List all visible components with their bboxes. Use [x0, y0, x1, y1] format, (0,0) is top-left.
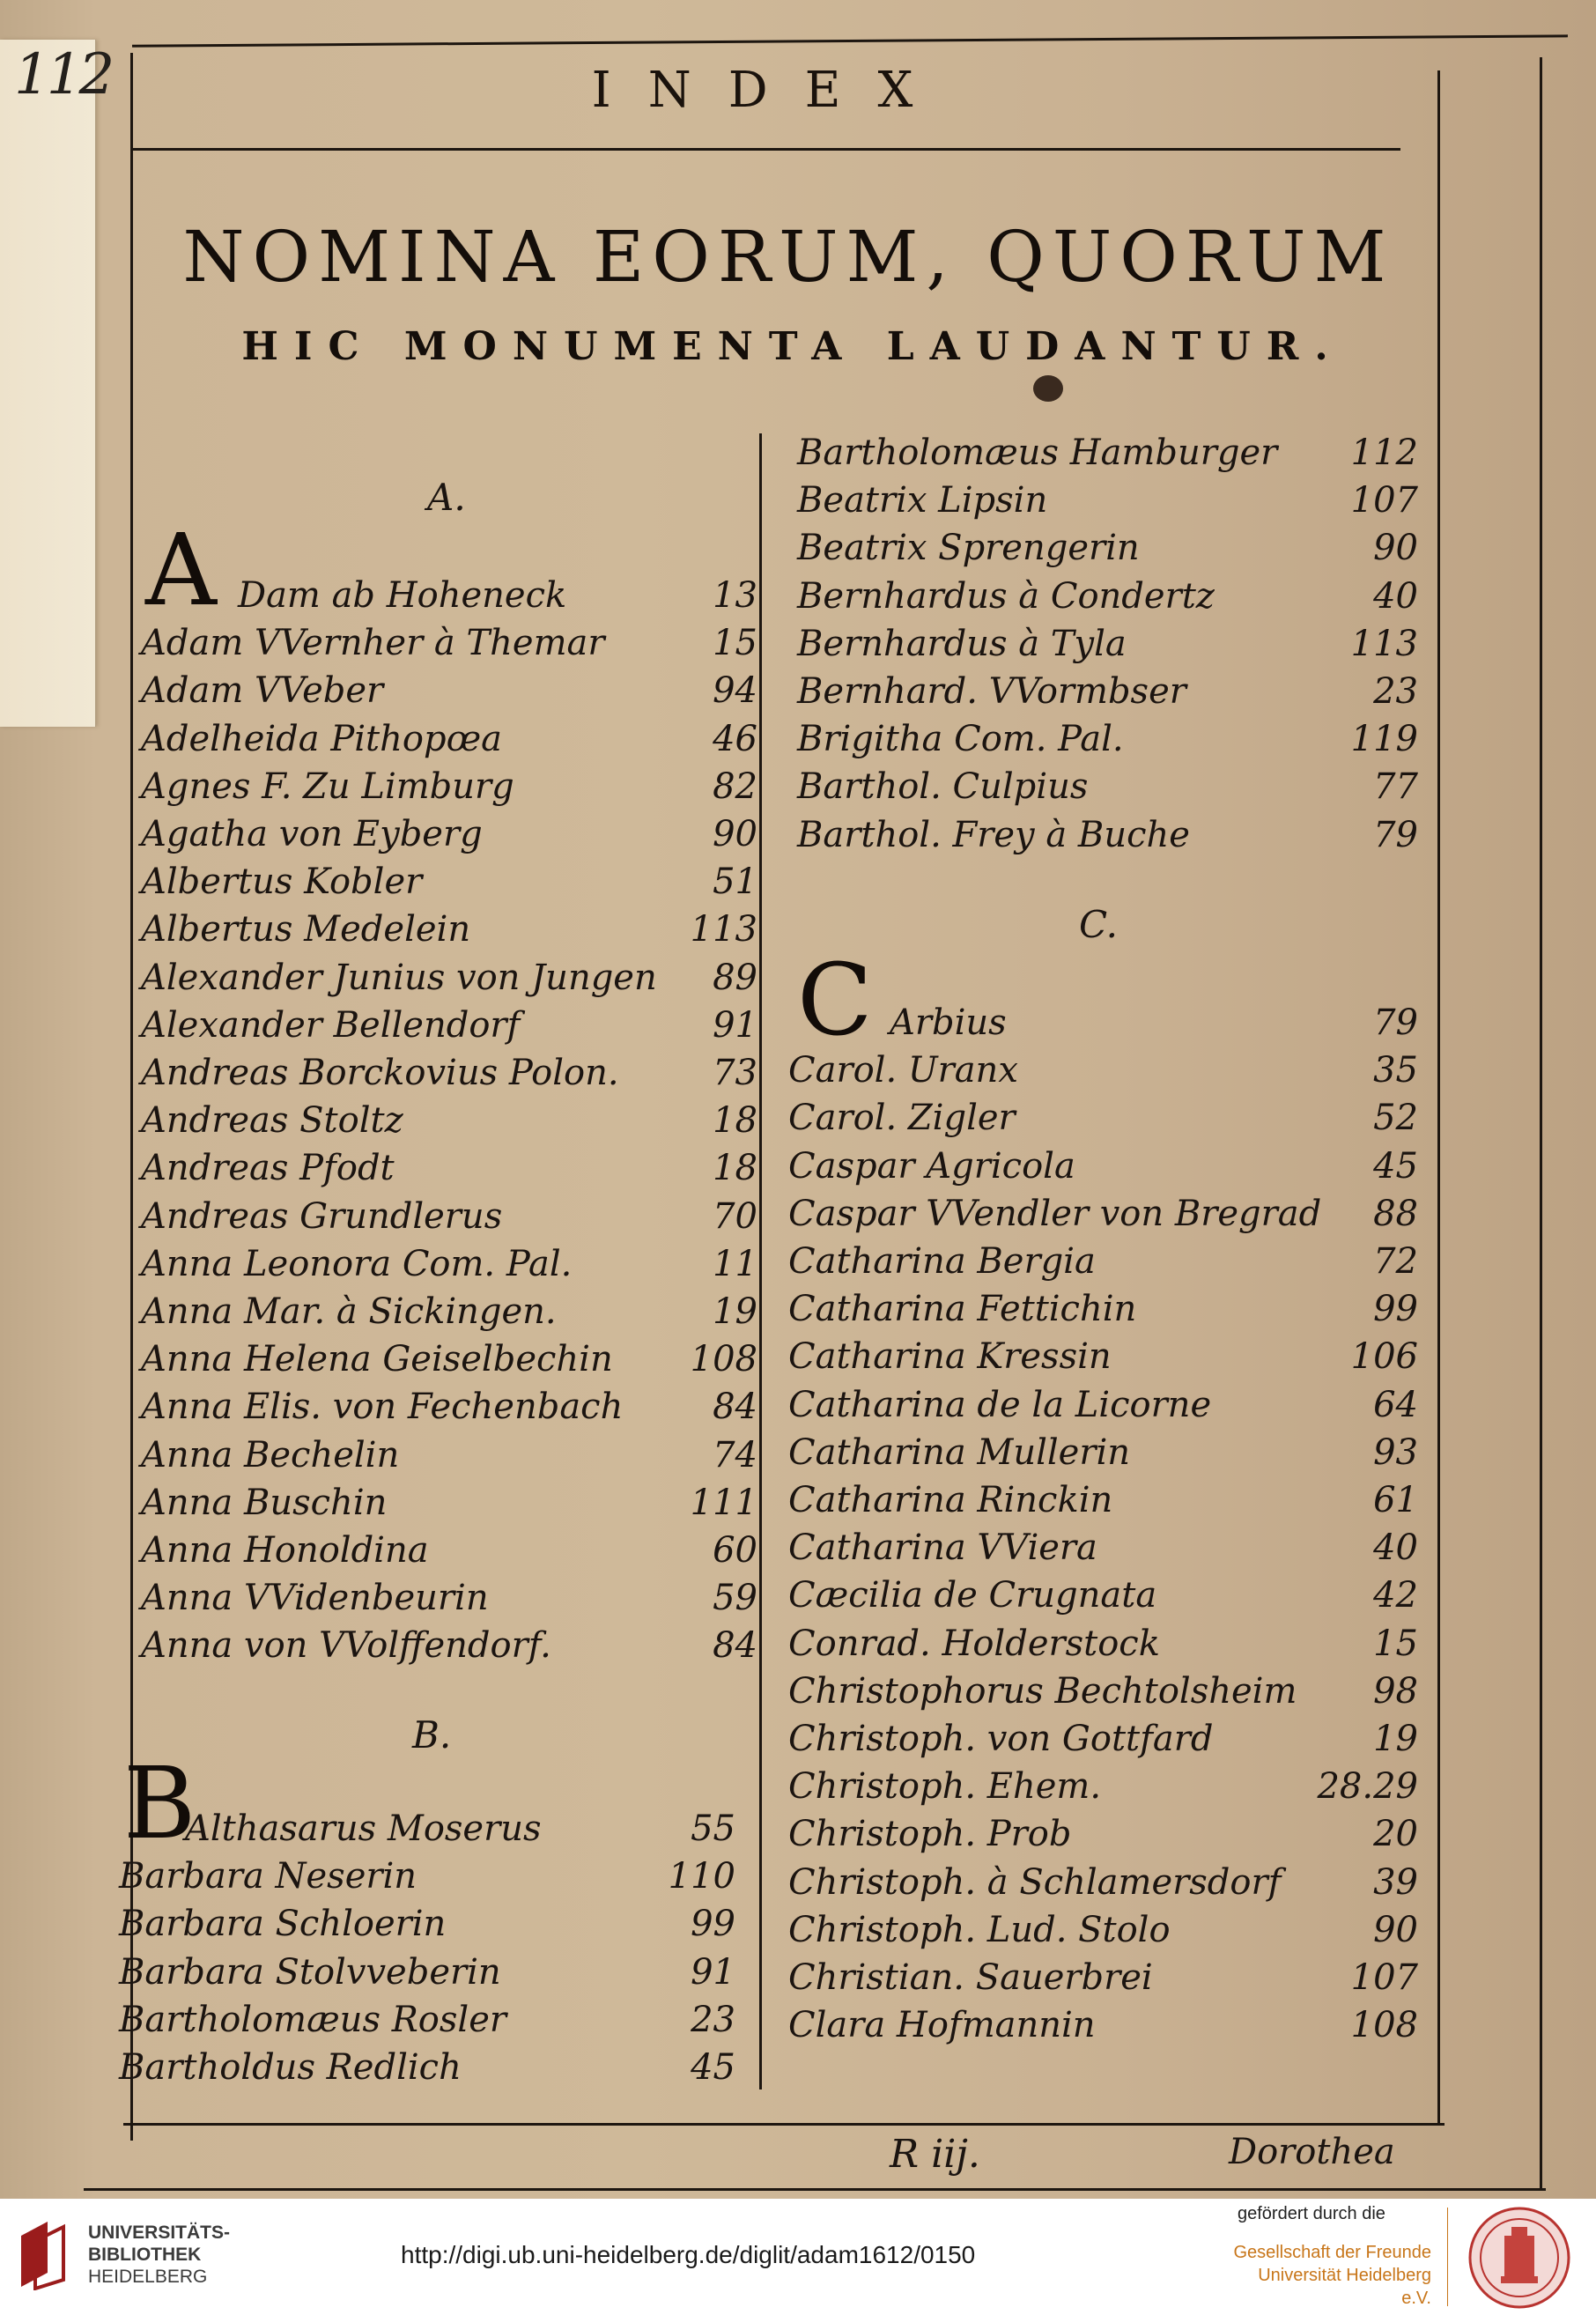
entry-page-number: 84: [713, 1625, 757, 1667]
society-line-1: Gesellschaft der Freunde: [1233, 2243, 1431, 2262]
entry-page-number: 119: [1350, 719, 1418, 760]
section-letter-b: B.: [412, 1713, 452, 1757]
entry-name: Christian. Sauerbrei: [788, 1957, 1153, 1998]
entry-page-number: 59: [713, 1578, 757, 1619]
entry-name: Albertus Kobler: [141, 862, 423, 903]
entry-page-number: 39: [1373, 1861, 1418, 1903]
entry-page-number: 90: [1373, 1909, 1418, 1950]
entry-page-number: 113: [690, 909, 757, 950]
entry-page-number: 55: [691, 1808, 735, 1849]
entry-name: Agatha von Eyberg: [141, 814, 483, 854]
entry-name: Christoph. à Schlamersdorf: [788, 1861, 1282, 1903]
entry-page-number: 18: [713, 1100, 757, 1142]
entry-page-number: 82: [713, 766, 757, 807]
page-subtitle: HIC MONUMENTA LAUDANTUR.: [241, 324, 1344, 369]
entry-page-number: 45: [691, 2047, 735, 2088]
entry-page-number: 90: [713, 814, 757, 854]
signature-mark: R iij.: [890, 2132, 980, 2177]
entry-name: Andreas Pfodt: [141, 1148, 395, 1189]
entry-page-number: 99: [691, 1904, 735, 1945]
entry-name: Barthol. Culpius: [797, 766, 1089, 808]
entry-page-number: 72: [1373, 1241, 1418, 1282]
section-letter-c: C.: [1079, 903, 1118, 946]
entry-page-number: 35: [1373, 1050, 1418, 1091]
entry-page-number: 91: [691, 1951, 735, 1993]
entry-name: Bernhard. VVormbser: [797, 671, 1186, 712]
entry-page-number: 84: [713, 1387, 757, 1428]
entry-name: Andreas Borckovius Polon.: [141, 1053, 619, 1093]
footer-bar: [0, 2199, 1596, 2315]
entry-page-number: 107: [1350, 480, 1418, 521]
entry-name: Cæcilia de Crugnata: [788, 1575, 1157, 1616]
column-divider: [759, 433, 762, 2089]
entry-page-number: 110: [668, 1856, 735, 1897]
entry-page-number: 60: [713, 1530, 757, 1571]
entry-page-number: 40: [1373, 575, 1418, 617]
entry-name: Alexander Bellendorf: [141, 1004, 521, 1046]
entry-page-number: 107: [1350, 1957, 1418, 1998]
entry-name: Catharina Rinckin: [788, 1480, 1113, 1520]
entry-page-number: 40: [1373, 1527, 1418, 1569]
entry-name: Agnes F. Zu Limburg: [141, 766, 514, 807]
page-title: NOMINA EORUM, QUORUM: [182, 216, 1394, 298]
library-name: [88, 2222, 230, 2288]
drop-cap-c: C: [797, 943, 873, 1058]
entry-page-number: 74: [713, 1434, 757, 1476]
entry-page-number: 88: [1373, 1193, 1418, 1234]
society-name: [1233, 2241, 1431, 2310]
entry-page-number: 64: [1373, 1384, 1418, 1425]
entry-name: Anna VVidenbeurin: [141, 1578, 489, 1619]
frame-right-outer: [1540, 57, 1542, 2189]
entry-name: Beatrix Sprengerin: [797, 528, 1140, 569]
entry-page-number: 46: [713, 718, 757, 759]
entry-name: Anna Elis. von Fechenbach: [141, 1387, 624, 1428]
entry-page-number: 23: [691, 1999, 735, 2040]
entry-name: Bartholomæus Hamburger: [797, 433, 1278, 473]
entry-name: Barbara Stolvveberin: [119, 1951, 501, 1993]
entry-page-number: 18: [713, 1148, 757, 1189]
entry-page-number: 70: [713, 1195, 757, 1237]
footer-divider: [1447, 2208, 1448, 2306]
entry-page-number: 77: [1373, 766, 1418, 808]
entry-name: Arbius: [890, 1002, 1007, 1043]
paper-tab: [0, 40, 96, 727]
entry-page-number: 61: [1373, 1480, 1418, 1520]
entry-name: Anna Honoldina: [141, 1530, 429, 1571]
section-letter-a: A.: [427, 476, 466, 519]
entry-name: Carol. Zigler: [788, 1098, 1016, 1139]
entry-name: Christoph. Lud. Stolo: [788, 1909, 1171, 1950]
entry-page-number: 19: [713, 1291, 757, 1332]
entry-name: Carol. Uranx: [788, 1050, 1018, 1091]
funded-by-label: gefördert durch die: [1238, 2204, 1385, 2223]
entry-name: Andreas Stoltz: [141, 1100, 403, 1142]
entry-name: Catharina Mullerin: [788, 1431, 1131, 1473]
entry-page-number: 89: [713, 957, 757, 998]
entry-name: Conrad. Holderstock: [788, 1623, 1160, 1664]
library-line-1: UNIVERSITÄTS-: [88, 2223, 231, 2243]
entry-page-number: 73: [713, 1053, 757, 1093]
library-line-3: HEIDELBERG: [88, 2267, 208, 2287]
entry-name: Brigitha Com. Pal.: [797, 719, 1124, 760]
entry-name: Anna von VVolffendorf.: [141, 1625, 551, 1667]
catchword: Dorothea: [1229, 2132, 1395, 2172]
entry-name: Christoph. Ehem.: [788, 1766, 1102, 1808]
entry-name: Catharina Fettichin: [788, 1289, 1137, 1330]
entry-page-number: 99: [1373, 1289, 1418, 1330]
entry-name: Caspar VVendler von Bregrad: [788, 1193, 1322, 1234]
entry-page-number: 93: [1373, 1431, 1418, 1473]
entry-name: Bartholdus Redlich: [119, 2047, 462, 2088]
folio-number: 112: [14, 42, 112, 107]
entry-page-number: 108: [690, 1339, 757, 1380]
entry-name: Caspar Agricola: [788, 1145, 1075, 1187]
entry-name: Albertus Medelein: [141, 909, 471, 950]
entry-page-number: 51: [713, 862, 757, 903]
entry-name: Anna Leonora Com. Pal.: [141, 1243, 573, 1284]
entry-page-number: 79: [1373, 814, 1418, 855]
drop-cap-a: A: [145, 514, 217, 628]
entry-name: Bernhardus à Condertz: [797, 575, 1215, 617]
entry-page-number: 20: [1373, 1814, 1418, 1855]
entry-name: Catharina VViera: [788, 1527, 1097, 1569]
entry-name: Barthol. Frey à Buche: [797, 814, 1190, 855]
entry-name: Bernhardus à Tyla: [797, 623, 1127, 664]
entry-name: Anna Bechelin: [141, 1434, 400, 1476]
entry-name: Catharina Bergia: [788, 1241, 1096, 1282]
entry-page-number: 90: [1373, 528, 1418, 569]
entry-name: Barbara Neserin: [119, 1856, 417, 1897]
ink-blot: [1033, 375, 1063, 402]
library-logo-icon: [14, 2218, 72, 2290]
entry-name: Anna Buschin: [141, 1482, 388, 1523]
entry-page-number: 15: [1373, 1623, 1418, 1664]
entry-name: Alexander Junius von Jungen: [141, 957, 657, 998]
entry-name: Andreas Grundlerus: [141, 1195, 503, 1237]
entry-name: Anna Helena Geiselbechin: [141, 1339, 613, 1380]
bottom-rule: [123, 2123, 1445, 2126]
entry-name: Adam VVeber: [141, 670, 384, 712]
society-line-2: Universität Heidelberg e.V.: [1258, 2266, 1431, 2308]
entry-page-number: 15: [713, 623, 757, 664]
university-seal-icon: [1467, 2206, 1571, 2310]
entry-page-number: 28.29: [1317, 1766, 1418, 1808]
entry-page-number: 94: [713, 670, 757, 712]
entry-page-number: 42: [1373, 1575, 1418, 1616]
entry-name: Catharina Kressin: [788, 1336, 1112, 1378]
entry-name: Christoph. von Gottfard: [788, 1719, 1214, 1759]
entry-page-number: 13: [713, 575, 757, 616]
permalink-url[interactable]: http://digi.ub.uni-heidelberg.de/diglit/adam1612/0150: [401, 2241, 976, 2268]
entry-name: Beatrix Lipsin: [797, 480, 1048, 521]
bottom-rule-outer: [84, 2188, 1546, 2191]
entry-page-number: 45: [1373, 1145, 1418, 1187]
library-line-2: BIBLIOTHEK: [88, 2245, 202, 2265]
entry-page-number: 23: [1373, 671, 1418, 712]
entry-page-number: 111: [690, 1482, 757, 1523]
entry-name: Christophorus Bechtolsheim: [788, 1670, 1297, 1712]
entry-name: Clara Hofmannin: [788, 2005, 1096, 2046]
entry-page-number: 52: [1373, 1098, 1418, 1139]
drop-cap-b: B: [123, 1747, 196, 1861]
entry-page-number: 98: [1373, 1670, 1418, 1712]
entry-page-number: 79: [1373, 1002, 1418, 1043]
frame-right-inner: [1437, 70, 1440, 2123]
entry-name: Althasarus Moserus: [185, 1808, 542, 1849]
entry-name: Catharina de la Licorne: [788, 1384, 1212, 1425]
entry-name: Adam VVernher à Themar: [141, 623, 605, 664]
top-rule-outer: [132, 34, 1568, 47]
entry-name: Christoph. Prob: [788, 1814, 1072, 1855]
entry-page-number: 19: [1373, 1719, 1418, 1759]
entry-name: Anna Mar. à Sickingen.: [141, 1291, 557, 1332]
entry-page-number: 91: [713, 1004, 757, 1046]
entry-page-number: 113: [1350, 623, 1418, 664]
entry-name: Dam ab Hoheneck: [238, 575, 567, 616]
page-header: INDEX: [591, 62, 950, 119]
entry-page-number: 112: [1350, 433, 1418, 473]
entry-page-number: 11: [713, 1243, 757, 1284]
entry-name: Barbara Schloerin: [119, 1904, 447, 1945]
entry-name: Bartholomæus Rosler: [119, 1999, 506, 2040]
header-rule: [132, 148, 1400, 151]
entry-page-number: 108: [1350, 2005, 1418, 2046]
entry-name: Adelheida Pithopœa: [141, 718, 502, 759]
entry-page-number: 106: [1350, 1336, 1418, 1378]
